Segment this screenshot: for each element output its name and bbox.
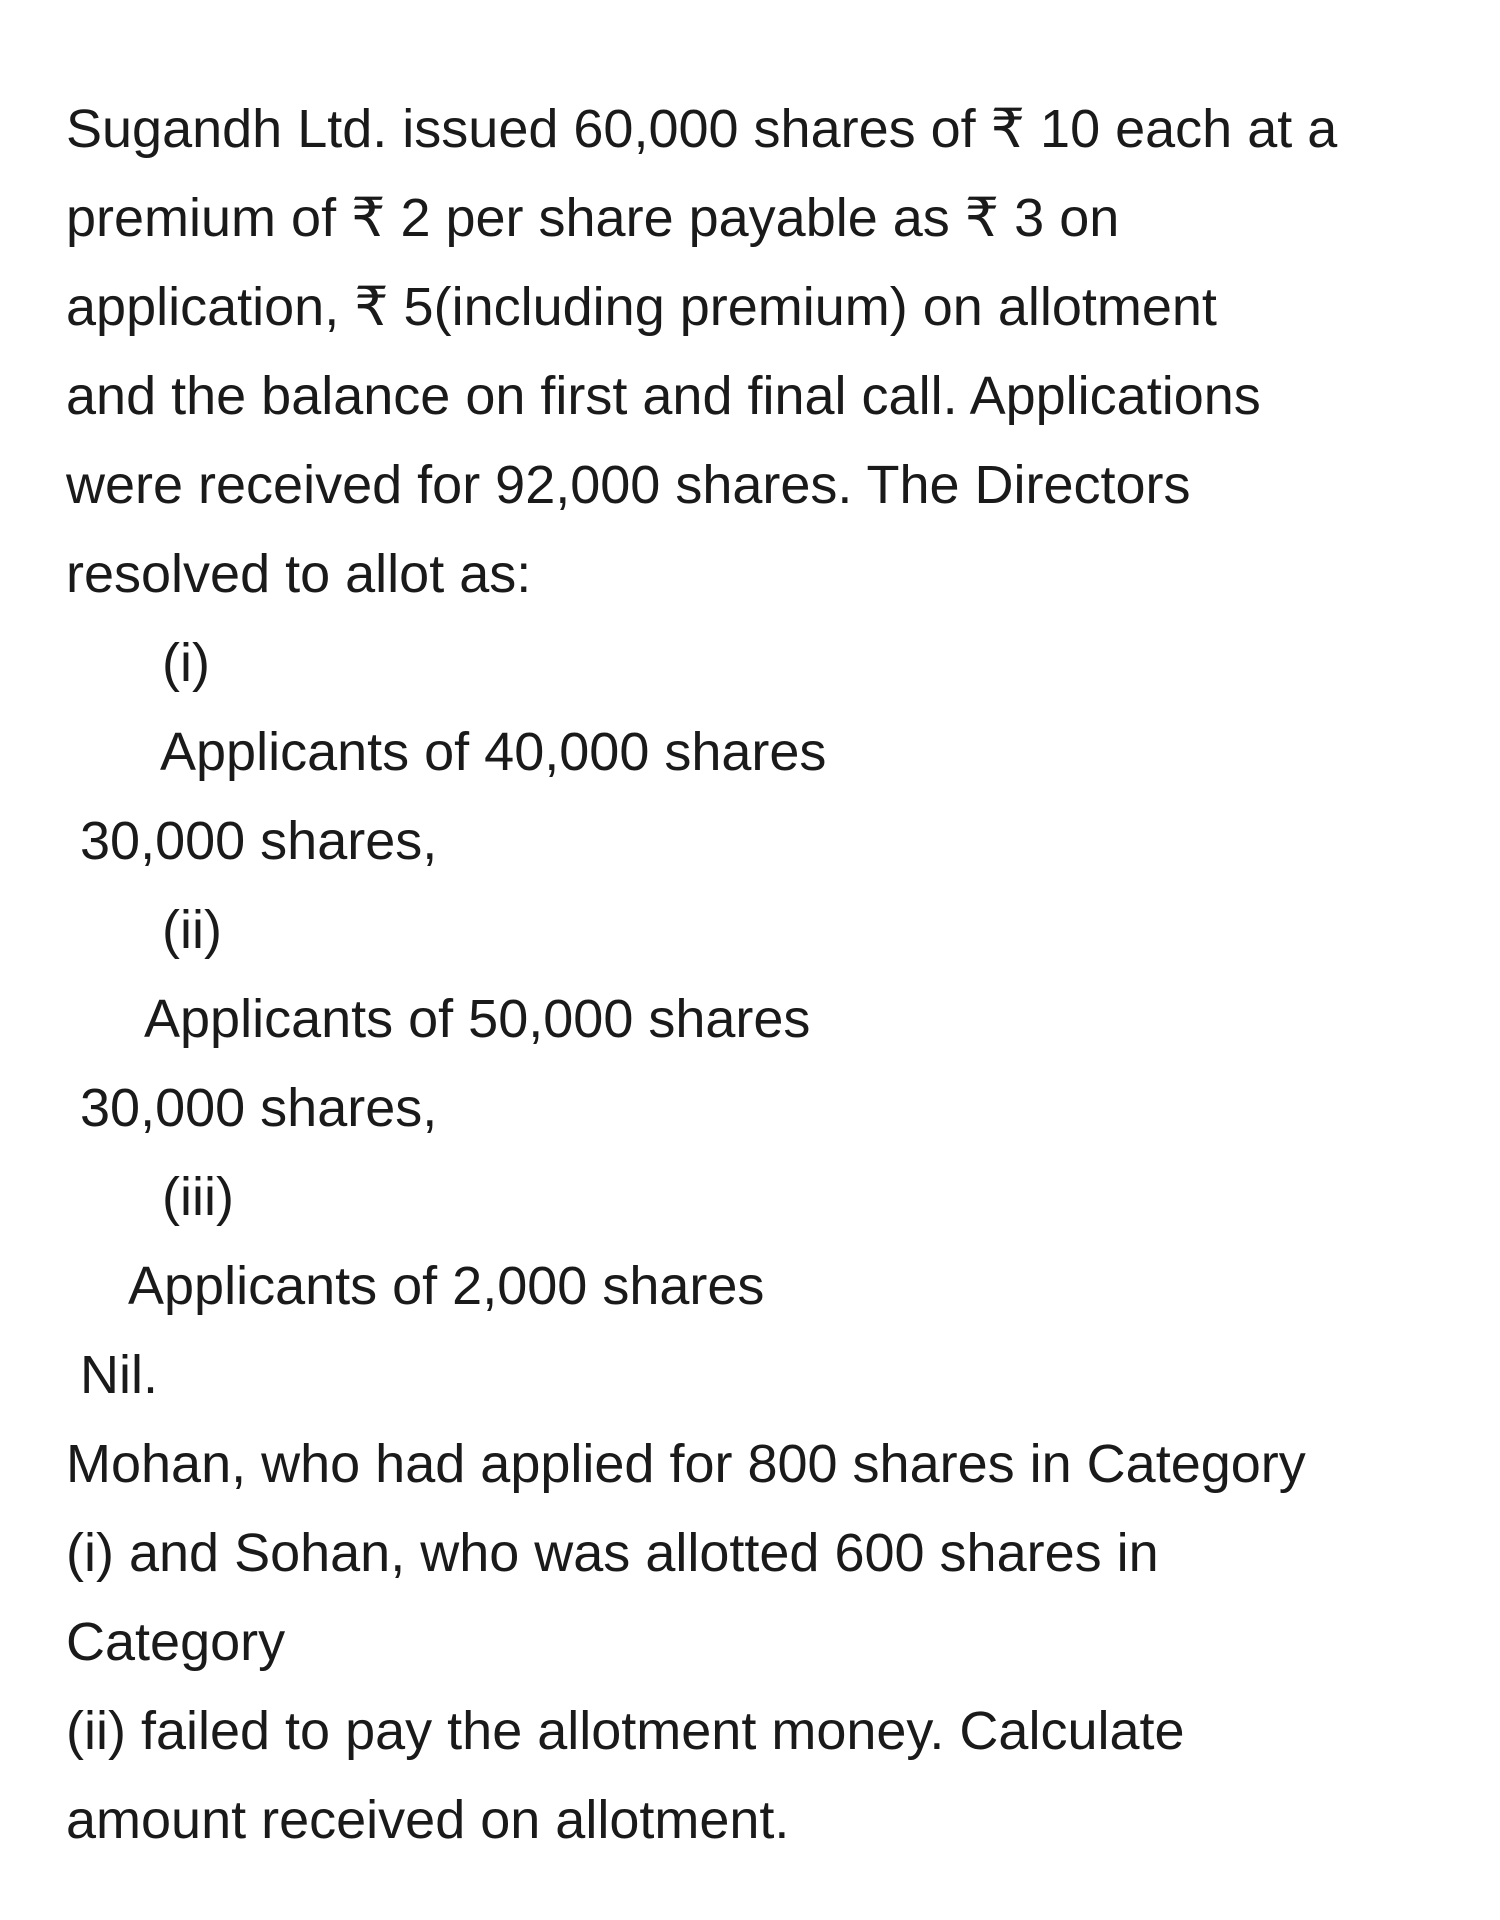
category-1-allotment: 30,000 shares,	[80, 811, 438, 871]
intro-line-4: and the balance on first and final call. Applications	[66, 366, 1261, 426]
intro-line-3: application, ₹ 5(including premium) on allotment	[66, 277, 1217, 337]
intro-line-1: Sugandh Ltd. issued 60,000 shares of ₹ 10 each at a	[66, 99, 1338, 159]
intro-line-5: were received for 92,000 shares. The Directors	[66, 455, 1191, 515]
category-3-applicants: Applicants of 2,000 shares	[128, 1256, 765, 1316]
category-2-applicants: Applicants of 50,000 shares	[144, 989, 811, 1049]
category-3-allotment: Nil.	[80, 1345, 158, 1405]
closing-line-2: (i) and Sohan, who was allotted 600 shares in	[66, 1523, 1159, 1583]
category-3-label: (iii)	[162, 1167, 234, 1227]
category-2-label: (ii)	[162, 900, 222, 960]
closing-line-5: amount received on allotment.	[66, 1790, 790, 1850]
category-1-label: (i)	[162, 633, 210, 693]
intro-line-2: premium of ₹ 2 per share payable as ₹ 3 on	[66, 188, 1120, 248]
closing-line-1: Mohan, who had applied for 800 shares in Category	[66, 1434, 1306, 1494]
closing-line-4: (ii) failed to pay the allotment money. Calculate	[66, 1701, 1185, 1761]
category-1-applicants: Applicants of 40,000 shares	[160, 722, 827, 782]
intro-line-6: resolved to allot as:	[66, 544, 532, 604]
category-2-allotment: 30,000 shares,	[80, 1078, 438, 1138]
closing-line-3: Category	[66, 1612, 286, 1672]
